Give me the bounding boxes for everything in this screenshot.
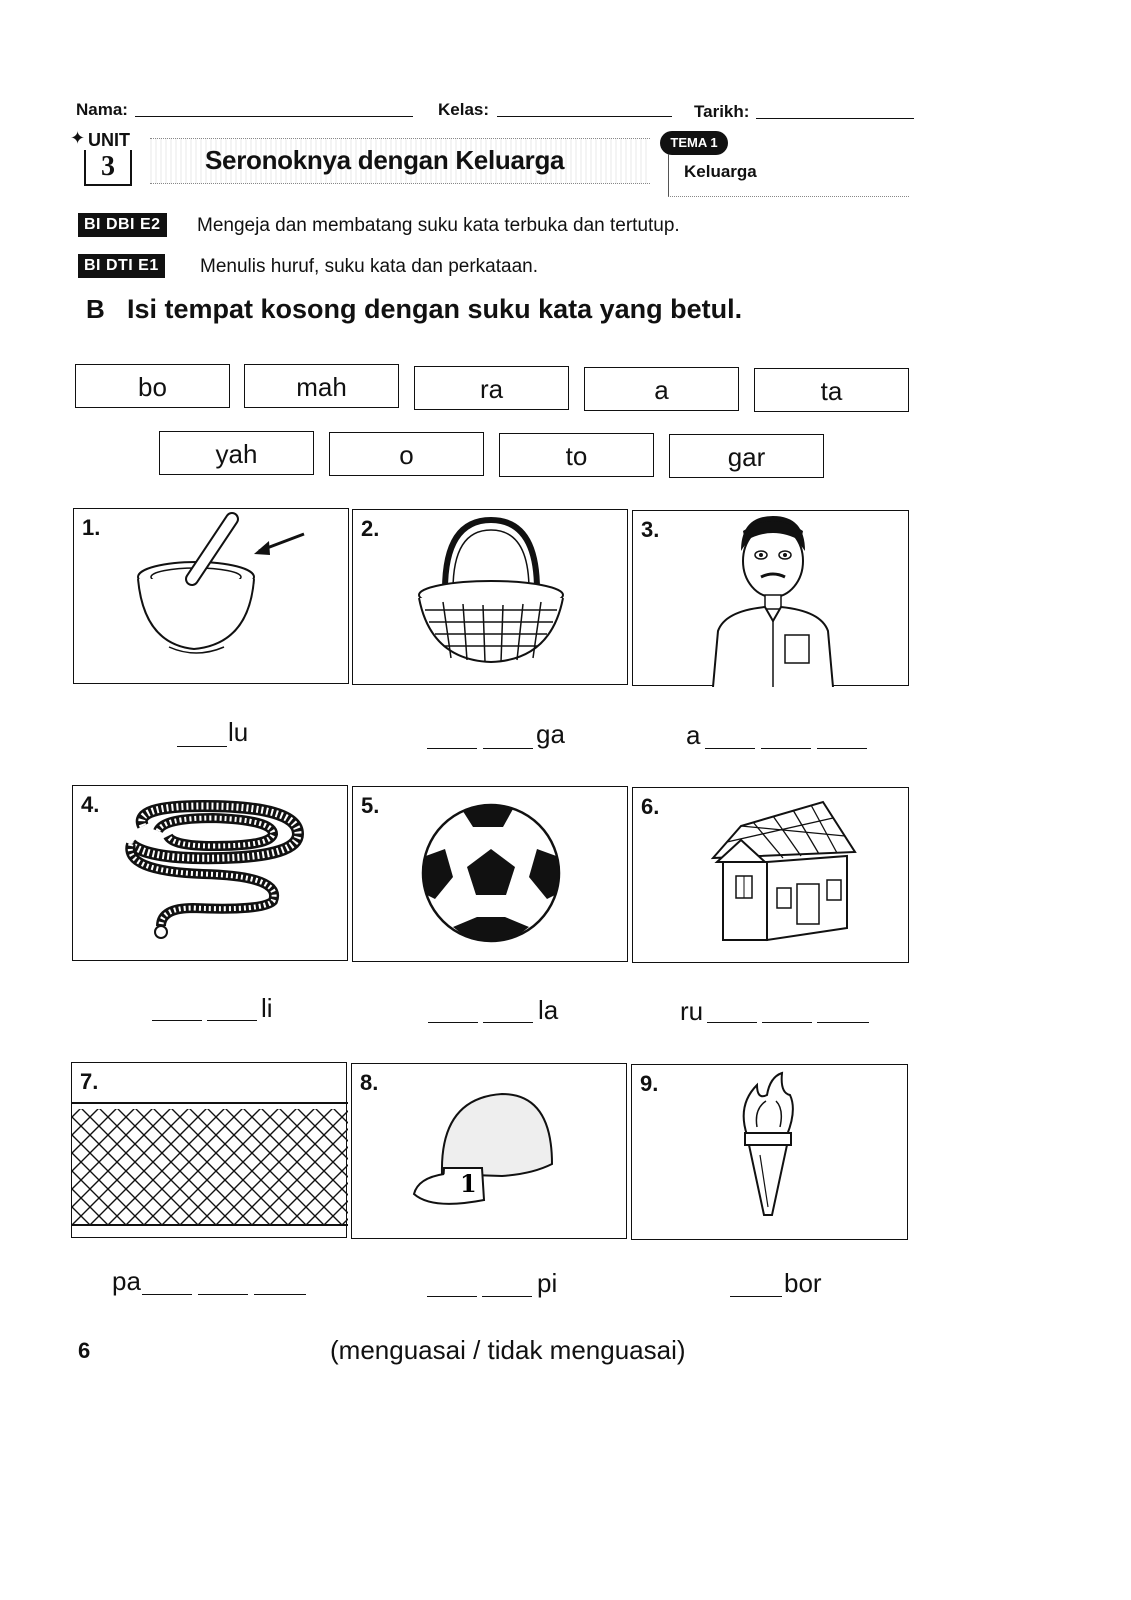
- tema-name: Keluarga: [684, 162, 757, 181]
- unit-number: 3: [84, 150, 132, 186]
- answer-blank-3c[interactable]: [817, 748, 867, 749]
- answer-blank-8a[interactable]: [427, 1296, 477, 1297]
- picture-panel-5: [352, 786, 628, 962]
- answer-blank-7b[interactable]: [198, 1294, 248, 1295]
- syllable-box: gar: [669, 434, 824, 478]
- item-number: 9.: [640, 1071, 659, 1096]
- answer-suffix-1: lu: [228, 717, 249, 747]
- syllable-box: yah: [159, 431, 314, 475]
- father-icon: [633, 511, 910, 687]
- answer-blank-8b[interactable]: [482, 1296, 532, 1297]
- kelas-label: Kelas:: [438, 100, 490, 119]
- syllable-box: ta: [754, 368, 909, 412]
- standard-code-2: BI DTI E1: [78, 254, 165, 278]
- answer-blank-2a[interactable]: [427, 748, 477, 749]
- answer-blank-5b[interactable]: [483, 1022, 533, 1023]
- answer-blank-2b[interactable]: [483, 748, 533, 749]
- answer-suffix-9: bor: [784, 1268, 822, 1298]
- picture-panel-7: [71, 1062, 347, 1238]
- syllable-box: o: [329, 432, 484, 476]
- cap-number: 1: [460, 1169, 477, 1198]
- answer-blank-3a[interactable]: [705, 748, 755, 749]
- kelas-field[interactable]: [497, 116, 672, 117]
- syllable-box: a: [584, 367, 739, 411]
- fence-icon: [72, 1063, 348, 1239]
- unit-label: UNIT: [88, 130, 130, 150]
- answer-blank-6a[interactable]: [707, 1022, 757, 1023]
- tarikh-label: Tarikh:: [694, 102, 750, 121]
- picture-panel-6: [632, 787, 909, 963]
- item-number: 7.: [80, 1069, 99, 1094]
- page-number: 6: [78, 1338, 91, 1363]
- answer-blank-9[interactable]: [730, 1296, 782, 1297]
- answer-blank-6c[interactable]: [817, 1022, 869, 1023]
- picture-panel-3: [632, 510, 909, 686]
- standard-text-1: Mengeja dan membatang suku kata terbuka dan tertutup.: [197, 215, 680, 236]
- mortar-pestle-icon: [74, 509, 350, 685]
- item-number: 2.: [361, 516, 380, 541]
- answer-prefix-6: ru: [680, 996, 704, 1026]
- syllable-box: to: [499, 433, 654, 477]
- syllable-box: ra: [414, 366, 569, 410]
- item-number: 8.: [360, 1070, 379, 1095]
- answer-blank-7a[interactable]: [142, 1294, 192, 1295]
- basket-icon: [353, 510, 629, 686]
- answer-blank-5a[interactable]: [428, 1022, 478, 1023]
- syllable-box: bo: [75, 364, 230, 408]
- unit-badge: [70, 128, 152, 188]
- rope-icon: [73, 786, 349, 962]
- item-number: 1.: [82, 515, 101, 540]
- answer-prefix-7: pa: [112, 1266, 141, 1296]
- cap-icon: [352, 1064, 628, 1240]
- instruction-text: Isi tempat kosong dengan suku kata yang betul.: [127, 294, 743, 324]
- item-number: 3.: [641, 517, 660, 542]
- answer-suffix-2: ga: [536, 719, 565, 749]
- answer-blank-7c[interactable]: [254, 1294, 306, 1295]
- item-number: 4.: [81, 792, 100, 817]
- standard-code-1: BI DBI E2: [78, 213, 167, 237]
- picture-panel-1: [73, 508, 349, 684]
- answer-suffix-5: la: [538, 995, 559, 1025]
- syllable-box: mah: [244, 364, 399, 408]
- picture-panel-9: [631, 1064, 908, 1240]
- picture-panel-2: [352, 509, 628, 685]
- page-title: Seronoknya dengan Keluarga: [205, 145, 565, 175]
- nama-label: Nama:: [76, 100, 128, 119]
- answer-prefix-3: a: [686, 720, 701, 750]
- picture-panel-8: [351, 1063, 627, 1239]
- tarikh-field[interactable]: [756, 118, 914, 119]
- answer-suffix-8: pi: [537, 1268, 558, 1298]
- mastery-note: (menguasai / tidak menguasai): [330, 1335, 686, 1365]
- house-icon: [633, 788, 910, 964]
- answer-suffix-4: li: [261, 993, 273, 1023]
- football-icon: [353, 787, 629, 963]
- tema-badge: TEMA 1: [660, 131, 728, 155]
- picture-panel-4: [72, 785, 348, 961]
- instruction-letter: B: [86, 294, 105, 324]
- standard-text-2: Menulis huruf, suku kata dan perkataan.: [200, 256, 538, 277]
- answer-blank-4b[interactable]: [207, 1020, 257, 1021]
- answer-blank-3b[interactable]: [761, 748, 811, 749]
- torch-icon: [632, 1065, 909, 1241]
- answer-blank-4a[interactable]: [152, 1020, 202, 1021]
- answer-blank-6b[interactable]: [762, 1022, 812, 1023]
- answer-blank-1[interactable]: [177, 746, 227, 747]
- nama-field[interactable]: [135, 116, 413, 117]
- item-number: 5.: [361, 793, 380, 818]
- star-icon: ✦: [70, 128, 86, 148]
- item-number: 6.: [641, 794, 660, 819]
